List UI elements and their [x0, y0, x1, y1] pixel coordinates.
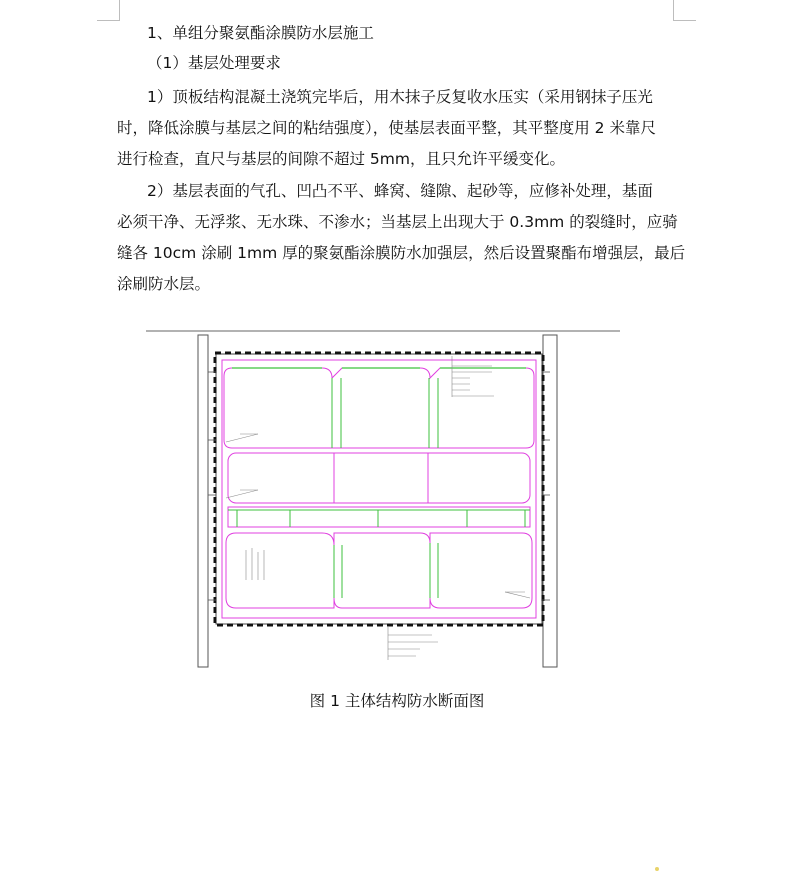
decorative-dot: [655, 867, 659, 871]
figure-caption: 图 1 主体结构防水断面图: [309, 692, 485, 710]
paragraph-line: 缝各 10cm 涂刷 1mm 厚的聚氨酯涂膜防水加强层，然后设置聚酯布增强层，最后: [117, 244, 686, 262]
inner-wall-outline: [222, 360, 536, 618]
top-level-slab: [224, 368, 534, 448]
paragraph-line: 必须干净、无浮浆、无水珠、不渗水；当基层上出现大于 0.3mm 的裂缝时，应骑: [117, 213, 678, 231]
middle-level-frame: [228, 453, 530, 503]
right-retaining-wall: [543, 335, 557, 667]
subsection-heading: （1）基层处理要求: [147, 54, 281, 72]
columns: [332, 378, 438, 598]
annotation-leaders: [226, 356, 530, 660]
section-heading: 1、单组分聚氨酯涂膜防水层施工: [147, 24, 374, 42]
structure-outline: [216, 354, 542, 624]
paragraph-line: 涂刷防水层。: [117, 275, 211, 293]
paragraph-line: 1）顶板结构混凝土浇筑完毕后，用木抹子反复收水压实（采用钢抹子压光: [147, 88, 653, 106]
paragraph-line: 时，降低涂膜与基层之间的粘结强度），使基层表面平整，其平整度用 2 米靠尺: [117, 119, 656, 137]
waterproof-membrane: [215, 353, 543, 625]
bottom-level-slab: [226, 533, 532, 608]
paragraph-line: 2）基层表面的气孔、凹凸不平、蜂窝、缝隙、起砂等，应修补处理，基面: [147, 182, 653, 200]
left-retaining-wall: [198, 335, 208, 667]
wall-ticks: [208, 372, 550, 600]
paragraph-line: 进行检查，直尺与基层的间隙不超过 5mm，且只允许平缓变化。: [117, 150, 565, 168]
